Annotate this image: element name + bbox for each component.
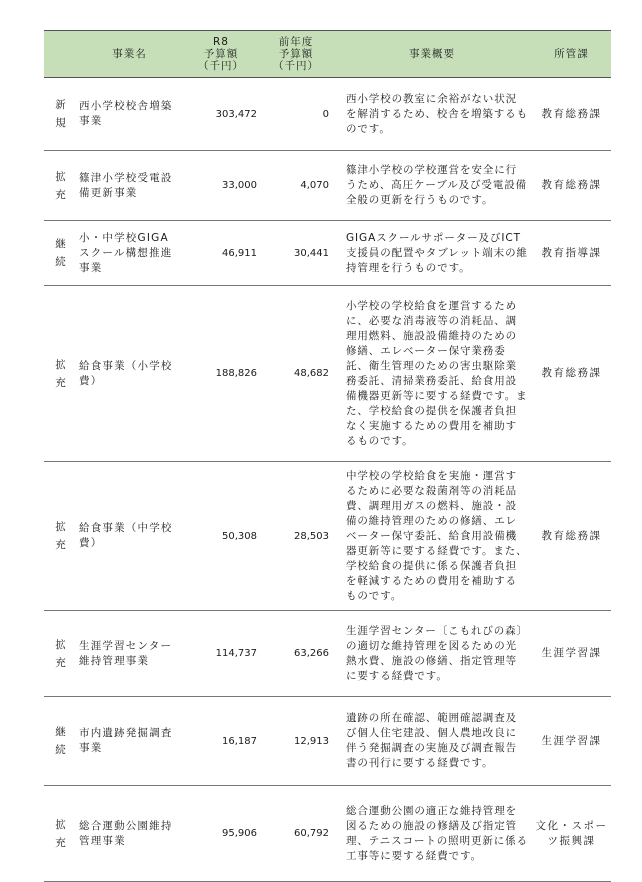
kind-char: 続 xyxy=(55,744,66,756)
row-budget: 33,000 xyxy=(182,151,260,221)
header-name: 事業名 xyxy=(77,31,182,78)
row-summary: 生涯学習センター〔こもれびの森〕の適切な維持管理を図るための光熱水費、施設の修繕、指定管理等に要する経費です。 xyxy=(332,611,532,697)
kind-char: 充 xyxy=(55,836,66,849)
row-summary: 小学校の学校給食を運営するために、必要な消毒液等の消耗品、調理用燃料、施設設備維持のための修繕、エレベーター保守業務委託、衛生管理のための害虫駆除業務委託、清掃業務委託、給食用設備機器更新等に要する経費です。また、学校給食の提供を保護者負担なく実施するための費用を補助するものです。 xyxy=(332,286,532,462)
row-dept: 生涯学習課 xyxy=(532,611,611,697)
row-summary: 中学校の学校給食を実施・運営するために必要な殺菌剤等の消耗品費、調理用ガスの燃料、施設・設備の維持管理のための修繕、エレベーター保守委託、給食用設備機器更新等に要する経費です。また、学校給食の提供に係る保護者負担を軽減するための費用を補助するものです。 xyxy=(332,462,532,611)
row-kind xyxy=(44,786,77,882)
kind-char: 続 xyxy=(55,256,66,268)
row-prev: 60,792 xyxy=(260,786,332,882)
header-prev-line: 前年度 xyxy=(278,36,314,48)
header-prev xyxy=(260,31,332,78)
table-header-row xyxy=(44,31,611,78)
kind-char: 拡 xyxy=(55,170,66,183)
kind-char: 拡 xyxy=(55,521,66,533)
row-summary: 篠津小学校の学校運営を安全に行うため、高圧ケーブル及び受電設備全般の更新を行うものです。 xyxy=(332,151,532,221)
row-kind xyxy=(44,151,77,221)
row-prev: 48,682 xyxy=(260,286,332,462)
row-kind xyxy=(44,221,77,286)
row-kind xyxy=(44,78,77,151)
row-prev: 12,913 xyxy=(260,697,332,786)
row-name: 総合運動公園維持管理事業 xyxy=(77,786,182,882)
row-prev: 30,441 xyxy=(260,221,332,286)
kind-char: 充 xyxy=(55,188,66,201)
kind-char: 充 xyxy=(55,376,66,389)
header-budget-line: 予算額 xyxy=(203,48,239,60)
row-budget: 16,187 xyxy=(182,697,260,786)
row-prev: 28,503 xyxy=(260,462,332,611)
row-budget: 46,911 xyxy=(182,221,260,286)
row-dept: 生涯学習課 xyxy=(532,697,611,786)
header-dept: 所管課 xyxy=(532,31,611,78)
row-name: 生涯学習センター維持管理事業 xyxy=(77,611,182,697)
budget-table xyxy=(44,30,611,882)
kind-char: 充 xyxy=(55,539,66,551)
row-kind xyxy=(44,611,77,697)
header-kind xyxy=(44,31,77,78)
row-name: 給食事業（中学校費） xyxy=(77,462,182,611)
row-summary: 総合運動公園の適正な維持管理を図るための施設の修繕及び指定管理、テニスコートの照明更新に係る工事等に要する経費です。 xyxy=(332,786,532,882)
row-budget: 114,737 xyxy=(182,611,260,697)
table-row xyxy=(44,611,611,697)
row-kind xyxy=(44,286,77,462)
row-name: 篠津小学校受電設備更新事業 xyxy=(77,151,182,221)
row-name: 給食事業（小学校費） xyxy=(77,286,182,462)
table-row xyxy=(44,78,611,151)
kind-char: 新 xyxy=(55,99,66,111)
table-row xyxy=(44,786,611,882)
kind-char: 拡 xyxy=(55,638,66,651)
row-dept: 教育指導課 xyxy=(532,221,611,286)
row-prev: 4,070 xyxy=(260,151,332,221)
kind-char: 充 xyxy=(55,656,66,669)
row-dept: 文化・スポーツ振興課 xyxy=(532,786,611,882)
table-row xyxy=(44,697,611,786)
row-summary: 西小学校の教室に余裕がない状況を解消するため、校舎を増築するものです。 xyxy=(332,78,532,151)
kind-char: 規 xyxy=(55,117,66,129)
row-budget: 50,308 xyxy=(182,462,260,611)
header-summary: 事業概要 xyxy=(332,31,532,78)
row-budget: 303,472 xyxy=(182,78,260,151)
row-summary: GIGAスクールサポーター及びICT支援員の配置やタブレット端末の維持管理を行うものです。 xyxy=(332,221,532,286)
row-summary: 遺跡の所在確認、範囲確認調査及び個人住宅建設、個人農地改良に伴う発掘調査の実施及び調査報告書の刊行に要する経費です。 xyxy=(332,697,532,786)
row-dept: 教育総務課 xyxy=(532,78,611,151)
row-budget: 188,826 xyxy=(182,286,260,462)
table-row xyxy=(44,221,611,286)
table-row xyxy=(44,151,611,221)
row-kind xyxy=(44,462,77,611)
row-dept: 教育総務課 xyxy=(532,151,611,221)
row-kind xyxy=(44,697,77,786)
row-prev: 0 xyxy=(260,78,332,151)
row-name: 市内遺跡発掘調査事業 xyxy=(77,697,182,786)
table-row xyxy=(44,286,611,462)
kind-char: 拡 xyxy=(55,818,66,831)
row-dept: 教育総務課 xyxy=(532,286,611,462)
header-budget-line: R8 xyxy=(213,36,229,48)
table-row xyxy=(44,462,611,611)
kind-char: 継 xyxy=(55,726,66,738)
header-budget-line: （千円） xyxy=(198,60,244,72)
header-prev-line: 予算額 xyxy=(278,48,314,60)
row-name: 小・中学校GIGAスクール構想推進事業 xyxy=(77,221,182,286)
kind-char: 拡 xyxy=(55,358,66,371)
header-prev-line: （千円） xyxy=(273,60,319,72)
header-budget xyxy=(182,31,260,78)
row-budget: 95,906 xyxy=(182,786,260,882)
row-dept: 教育総務課 xyxy=(532,462,611,611)
kind-char: 継 xyxy=(55,238,66,250)
row-prev: 63,266 xyxy=(260,611,332,697)
row-name: 西小学校校舎増築事業 xyxy=(77,78,182,151)
